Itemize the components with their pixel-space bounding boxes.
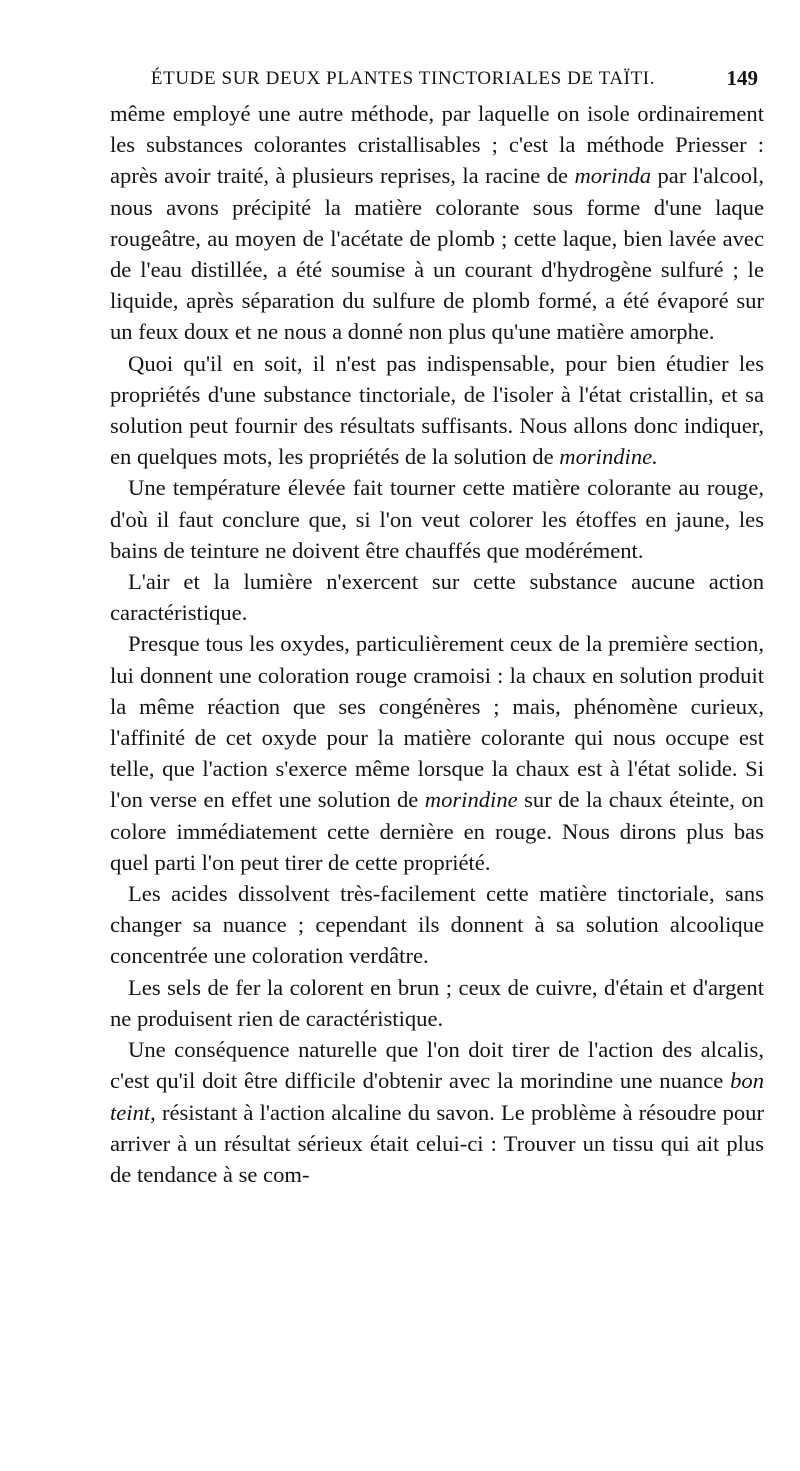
paragraph-1-text-b: par l'alcool, nous avons précipité la matière colorante sous forme d'une laque rougeâtre, au moyen de l'acétate de plomb ; cette laque, bien lavée avec de l'eau distillée, a été soumise à un courant d'hydrogène sulfuré ; le liquide, après séparation du sulfure de plomb formé, a été évaporé sur un feux doux et ne nous a donné non plus qu'une matière amorphe. <box>110 163 764 345</box>
paragraph-5-italic-morindine: morindine <box>424 787 518 813</box>
paragraph-8-text-b: , résistant à l'action alcaline du savon. Le problème à résoudre pour arriver à un résultat sérieux était celui-ci : Trouver un tissu qui ait plus de tendance à se com- <box>110 1099 764 1187</box>
paragraph-5 <box>110 628 764 878</box>
page-number: 149 <box>726 66 758 90</box>
paragraph-2-italic-morindine: morindine. <box>559 444 658 470</box>
paragraph-8-italic-bon-teint: bon teint <box>110 1068 764 1125</box>
body-text <box>110 98 764 1190</box>
paragraph-7: Les sels de fer la colorent en brun ; ceux de cuivre, d'étain et d'argent ne produisent rien de caractéristique. <box>110 974 764 1031</box>
paragraph-5-text-a: Presque tous les oxydes, particulièrement ceux de la première section, lui donnent une coloration rouge cramoisi : la chaux en solution produit la même réaction que ses congénères ; mais, phénomène curieux, l'affinité de cet oxyde pour la matière colorante qui nous occupe est telle, que l'action s'exerce même lorsque la chaux est à l'état solide. Si l'on verse en effet une solution de <box>110 631 764 813</box>
running-head: ÉTUDE SUR DEUX PLANTES TINCTORIALES DE TAÏTI. <box>150 68 656 89</box>
paragraph-5-text-b: sur de la chaux éteinte, on colore immédiatement cette dernière en rouge. Nous dirons plus bas quel parti l'on peut tirer de cette propriété. <box>110 787 764 875</box>
paragraph-6: Les acides dissolvent très-facilement cette matière tinctoriale, sans changer sa nuance ; cependant ils donnent à sa solution alcoolique concentrée une coloration verdâtre. <box>110 881 764 969</box>
paragraph-4: L'air et la lumière n'exercent sur cette substance aucune action caractéristique. <box>110 569 764 626</box>
paragraph-8 <box>110 1034 764 1190</box>
paragraph-1 <box>110 98 764 348</box>
paragraph-3: Une température élevée fait tourner cette matière colorante au rouge, d'où il faut conclure que, si l'on veut colorer les étoffes en jaune, les bains de teinture ne doivent être chauffés que modérément. <box>110 475 764 563</box>
paragraph-8-text-a: Une conséquence naturelle que l'on doit tirer de l'action des alcalis, c'est qu'il doit être difficile d'obtenir avec la morindine une nuance <box>110 1037 764 1094</box>
paragraph-1-italic-morinda: morinda <box>574 163 652 189</box>
paragraph-2 <box>110 348 764 473</box>
paragraph-1-text-a: même employé une autre méthode, par laquelle on isole ordinairement les substances colorantes cristallisables ; c'est la méthode Priesser : après avoir traité, à plusieurs reprises, la racine de <box>110 101 764 189</box>
paragraph-2-text-a: Quoi qu'il en soit, il n'est pas indispensable, pour bien étudier les propriétés d'une substance tinctoriale, de l'isoler à l'état cristallin, et sa solution peut fournir des résultats suffisants. Nous allons donc indiquer, en quelques mots, les propriétés de la solution de <box>110 350 764 470</box>
